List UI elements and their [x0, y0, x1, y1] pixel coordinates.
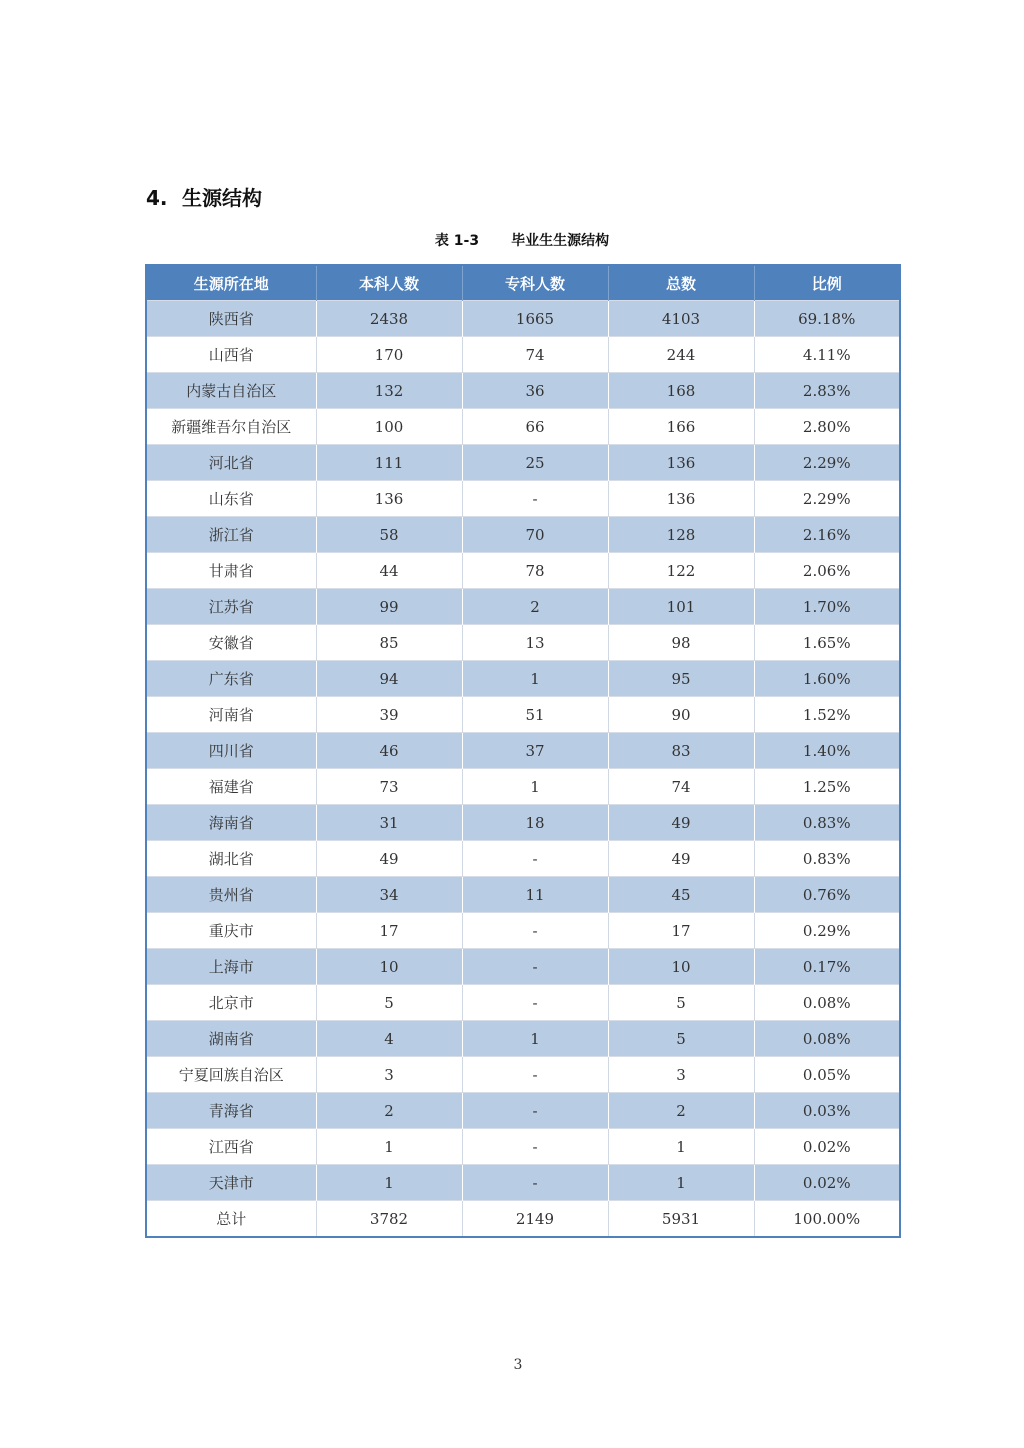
cell-region: 重庆市	[146, 913, 316, 949]
page-number: 3	[513, 1357, 523, 1373]
cell-region: 江西省	[146, 1129, 316, 1165]
cell-junior-college: -	[462, 841, 608, 877]
table-row	[146, 769, 900, 805]
column-header-ratio: 比例	[754, 265, 900, 301]
table-row	[146, 913, 900, 949]
table-row	[146, 985, 900, 1021]
table-row	[146, 661, 900, 697]
cell-region: 新疆维吾尔自治区	[146, 409, 316, 445]
cell-region: 贵州省	[146, 877, 316, 913]
cell-junior-college: 11	[462, 877, 608, 913]
table-row	[146, 409, 900, 445]
column-header-region: 生源所在地	[146, 265, 316, 301]
cell-junior-college: 51	[462, 697, 608, 733]
table-row	[146, 841, 900, 877]
cell-total: 74	[608, 769, 754, 805]
cell-region: 上海市	[146, 949, 316, 985]
cell-region: 浙江省	[146, 517, 316, 553]
table-header-row	[146, 265, 900, 301]
cell-undergraduate: 1	[316, 1165, 462, 1201]
cell-undergraduate: 136	[316, 481, 462, 517]
table-row	[146, 373, 900, 409]
total-cell-junior-college: 2149	[462, 1201, 608, 1238]
cell-total: 98	[608, 625, 754, 661]
cell-undergraduate: 17	[316, 913, 462, 949]
cell-region: 北京市	[146, 985, 316, 1021]
table-caption-label: 表 1-3	[434, 233, 480, 249]
cell-total: 45	[608, 877, 754, 913]
table-row	[146, 1021, 900, 1057]
table-row	[146, 733, 900, 769]
cell-region: 福建省	[146, 769, 316, 805]
cell-total: 49	[608, 805, 754, 841]
cell-total: 5	[608, 1021, 754, 1057]
column-header-total: 总数	[608, 265, 754, 301]
cell-region: 山东省	[146, 481, 316, 517]
cell-undergraduate: 73	[316, 769, 462, 805]
cell-ratio: 1.40%	[754, 733, 900, 769]
cell-ratio: 2.29%	[754, 445, 900, 481]
cell-junior-college: 18	[462, 805, 608, 841]
cell-total: 3	[608, 1057, 754, 1093]
cell-total: 2	[608, 1093, 754, 1129]
cell-total: 17	[608, 913, 754, 949]
cell-junior-college: 1	[462, 1021, 608, 1057]
cell-total: 244	[608, 337, 754, 373]
table-row	[146, 1093, 900, 1129]
table-row	[146, 445, 900, 481]
cell-ratio: 2.29%	[754, 481, 900, 517]
cell-total: 1	[608, 1129, 754, 1165]
total-cell-total: 5931	[608, 1201, 754, 1238]
cell-junior-college: 1	[462, 661, 608, 697]
cell-total: 166	[608, 409, 754, 445]
cell-undergraduate: 39	[316, 697, 462, 733]
cell-region: 广东省	[146, 661, 316, 697]
total-cell-ratio: 100.00%	[754, 1201, 900, 1238]
cell-region: 陕西省	[146, 301, 316, 337]
cell-undergraduate: 132	[316, 373, 462, 409]
table-caption	[0, 230, 1024, 250]
table-row	[146, 301, 900, 337]
cell-ratio: 0.08%	[754, 1021, 900, 1057]
cell-junior-college: -	[462, 1129, 608, 1165]
table-row	[146, 877, 900, 913]
cell-undergraduate: 46	[316, 733, 462, 769]
cell-region: 江苏省	[146, 589, 316, 625]
cell-undergraduate: 49	[316, 841, 462, 877]
cell-total: 136	[608, 445, 754, 481]
table-row	[146, 517, 900, 553]
cell-undergraduate: 170	[316, 337, 462, 373]
cell-region: 湖南省	[146, 1021, 316, 1057]
cell-undergraduate: 2	[316, 1093, 462, 1129]
table-caption-title: 毕业生生源结构	[511, 233, 610, 249]
cell-ratio: 0.08%	[754, 985, 900, 1021]
cell-junior-college: 1665	[462, 301, 608, 337]
table-row	[146, 589, 900, 625]
cell-region: 安徽省	[146, 625, 316, 661]
table-row	[146, 553, 900, 589]
cell-undergraduate: 94	[316, 661, 462, 697]
cell-total: 1	[608, 1165, 754, 1201]
cell-junior-college: -	[462, 481, 608, 517]
cell-region: 海南省	[146, 805, 316, 841]
cell-junior-college: 66	[462, 409, 608, 445]
cell-region: 河南省	[146, 697, 316, 733]
cell-junior-college: -	[462, 949, 608, 985]
cell-junior-college: -	[462, 1165, 608, 1201]
cell-total: 10	[608, 949, 754, 985]
cell-junior-college: 70	[462, 517, 608, 553]
cell-junior-college: 37	[462, 733, 608, 769]
cell-ratio: 69.18%	[754, 301, 900, 337]
cell-ratio: 0.83%	[754, 805, 900, 841]
cell-total: 4103	[608, 301, 754, 337]
cell-ratio: 1.65%	[754, 625, 900, 661]
cell-total: 90	[608, 697, 754, 733]
column-header-junior-college: 专科人数	[462, 265, 608, 301]
cell-total: 128	[608, 517, 754, 553]
cell-ratio: 0.83%	[754, 841, 900, 877]
table-body	[146, 301, 900, 1238]
cell-total: 168	[608, 373, 754, 409]
cell-ratio: 2.83%	[754, 373, 900, 409]
cell-junior-college: 25	[462, 445, 608, 481]
cell-undergraduate: 5	[316, 985, 462, 1021]
cell-region: 四川省	[146, 733, 316, 769]
table-total-row	[146, 1201, 900, 1238]
table-row	[146, 1165, 900, 1201]
cell-undergraduate: 31	[316, 805, 462, 841]
student-source-table	[145, 264, 901, 1238]
cell-total: 49	[608, 841, 754, 877]
cell-ratio: 2.06%	[754, 553, 900, 589]
total-cell-undergraduate: 3782	[316, 1201, 462, 1238]
column-header-undergraduate: 本科人数	[316, 265, 462, 301]
cell-undergraduate: 99	[316, 589, 462, 625]
table-row	[146, 625, 900, 661]
cell-junior-college: 2	[462, 589, 608, 625]
cell-undergraduate: 34	[316, 877, 462, 913]
cell-ratio: 0.02%	[754, 1165, 900, 1201]
cell-junior-college: 13	[462, 625, 608, 661]
cell-ratio: 0.29%	[754, 913, 900, 949]
cell-ratio: 0.02%	[754, 1129, 900, 1165]
cell-junior-college: -	[462, 913, 608, 949]
cell-undergraduate: 100	[316, 409, 462, 445]
table-row	[146, 805, 900, 841]
cell-undergraduate: 1	[316, 1129, 462, 1165]
cell-undergraduate: 44	[316, 553, 462, 589]
cell-ratio: 1.70%	[754, 589, 900, 625]
cell-region: 天津市	[146, 1165, 316, 1201]
cell-total: 5	[608, 985, 754, 1021]
cell-junior-college: -	[462, 1093, 608, 1129]
cell-junior-college: 1	[462, 769, 608, 805]
cell-undergraduate: 111	[316, 445, 462, 481]
cell-total: 95	[608, 661, 754, 697]
cell-region: 青海省	[146, 1093, 316, 1129]
cell-undergraduate: 2438	[316, 301, 462, 337]
cell-ratio: 2.16%	[754, 517, 900, 553]
cell-ratio: 0.76%	[754, 877, 900, 913]
cell-undergraduate: 85	[316, 625, 462, 661]
cell-junior-college: 74	[462, 337, 608, 373]
cell-undergraduate: 4	[316, 1021, 462, 1057]
cell-region: 山西省	[146, 337, 316, 373]
cell-ratio: 1.25%	[754, 769, 900, 805]
cell-junior-college: 78	[462, 553, 608, 589]
table-row	[146, 1129, 900, 1165]
section-heading	[146, 182, 262, 211]
cell-region: 内蒙古自治区	[146, 373, 316, 409]
table-row	[146, 697, 900, 733]
cell-region: 宁夏回族自治区	[146, 1057, 316, 1093]
cell-ratio: 4.11%	[754, 337, 900, 373]
cell-total: 83	[608, 733, 754, 769]
cell-ratio: 0.05%	[754, 1057, 900, 1093]
cell-region: 甘肃省	[146, 553, 316, 589]
cell-undergraduate: 10	[316, 949, 462, 985]
cell-total: 122	[608, 553, 754, 589]
cell-ratio: 1.52%	[754, 697, 900, 733]
cell-junior-college: -	[462, 985, 608, 1021]
cell-total: 136	[608, 481, 754, 517]
table-row	[146, 337, 900, 373]
table-row	[146, 1057, 900, 1093]
cell-junior-college: -	[462, 1057, 608, 1093]
cell-region: 河北省	[146, 445, 316, 481]
total-cell-region: 总计	[146, 1201, 316, 1238]
cell-region: 湖北省	[146, 841, 316, 877]
table-row	[146, 481, 900, 517]
cell-undergraduate: 3	[316, 1057, 462, 1093]
cell-total: 101	[608, 589, 754, 625]
cell-undergraduate: 58	[316, 517, 462, 553]
cell-ratio: 0.17%	[754, 949, 900, 985]
table-row	[146, 949, 900, 985]
section-title: 生源结构	[182, 186, 262, 210]
cell-ratio: 0.03%	[754, 1093, 900, 1129]
cell-ratio: 2.80%	[754, 409, 900, 445]
cell-junior-college: 36	[462, 373, 608, 409]
cell-ratio: 1.60%	[754, 661, 900, 697]
section-number: 4.	[146, 186, 168, 210]
